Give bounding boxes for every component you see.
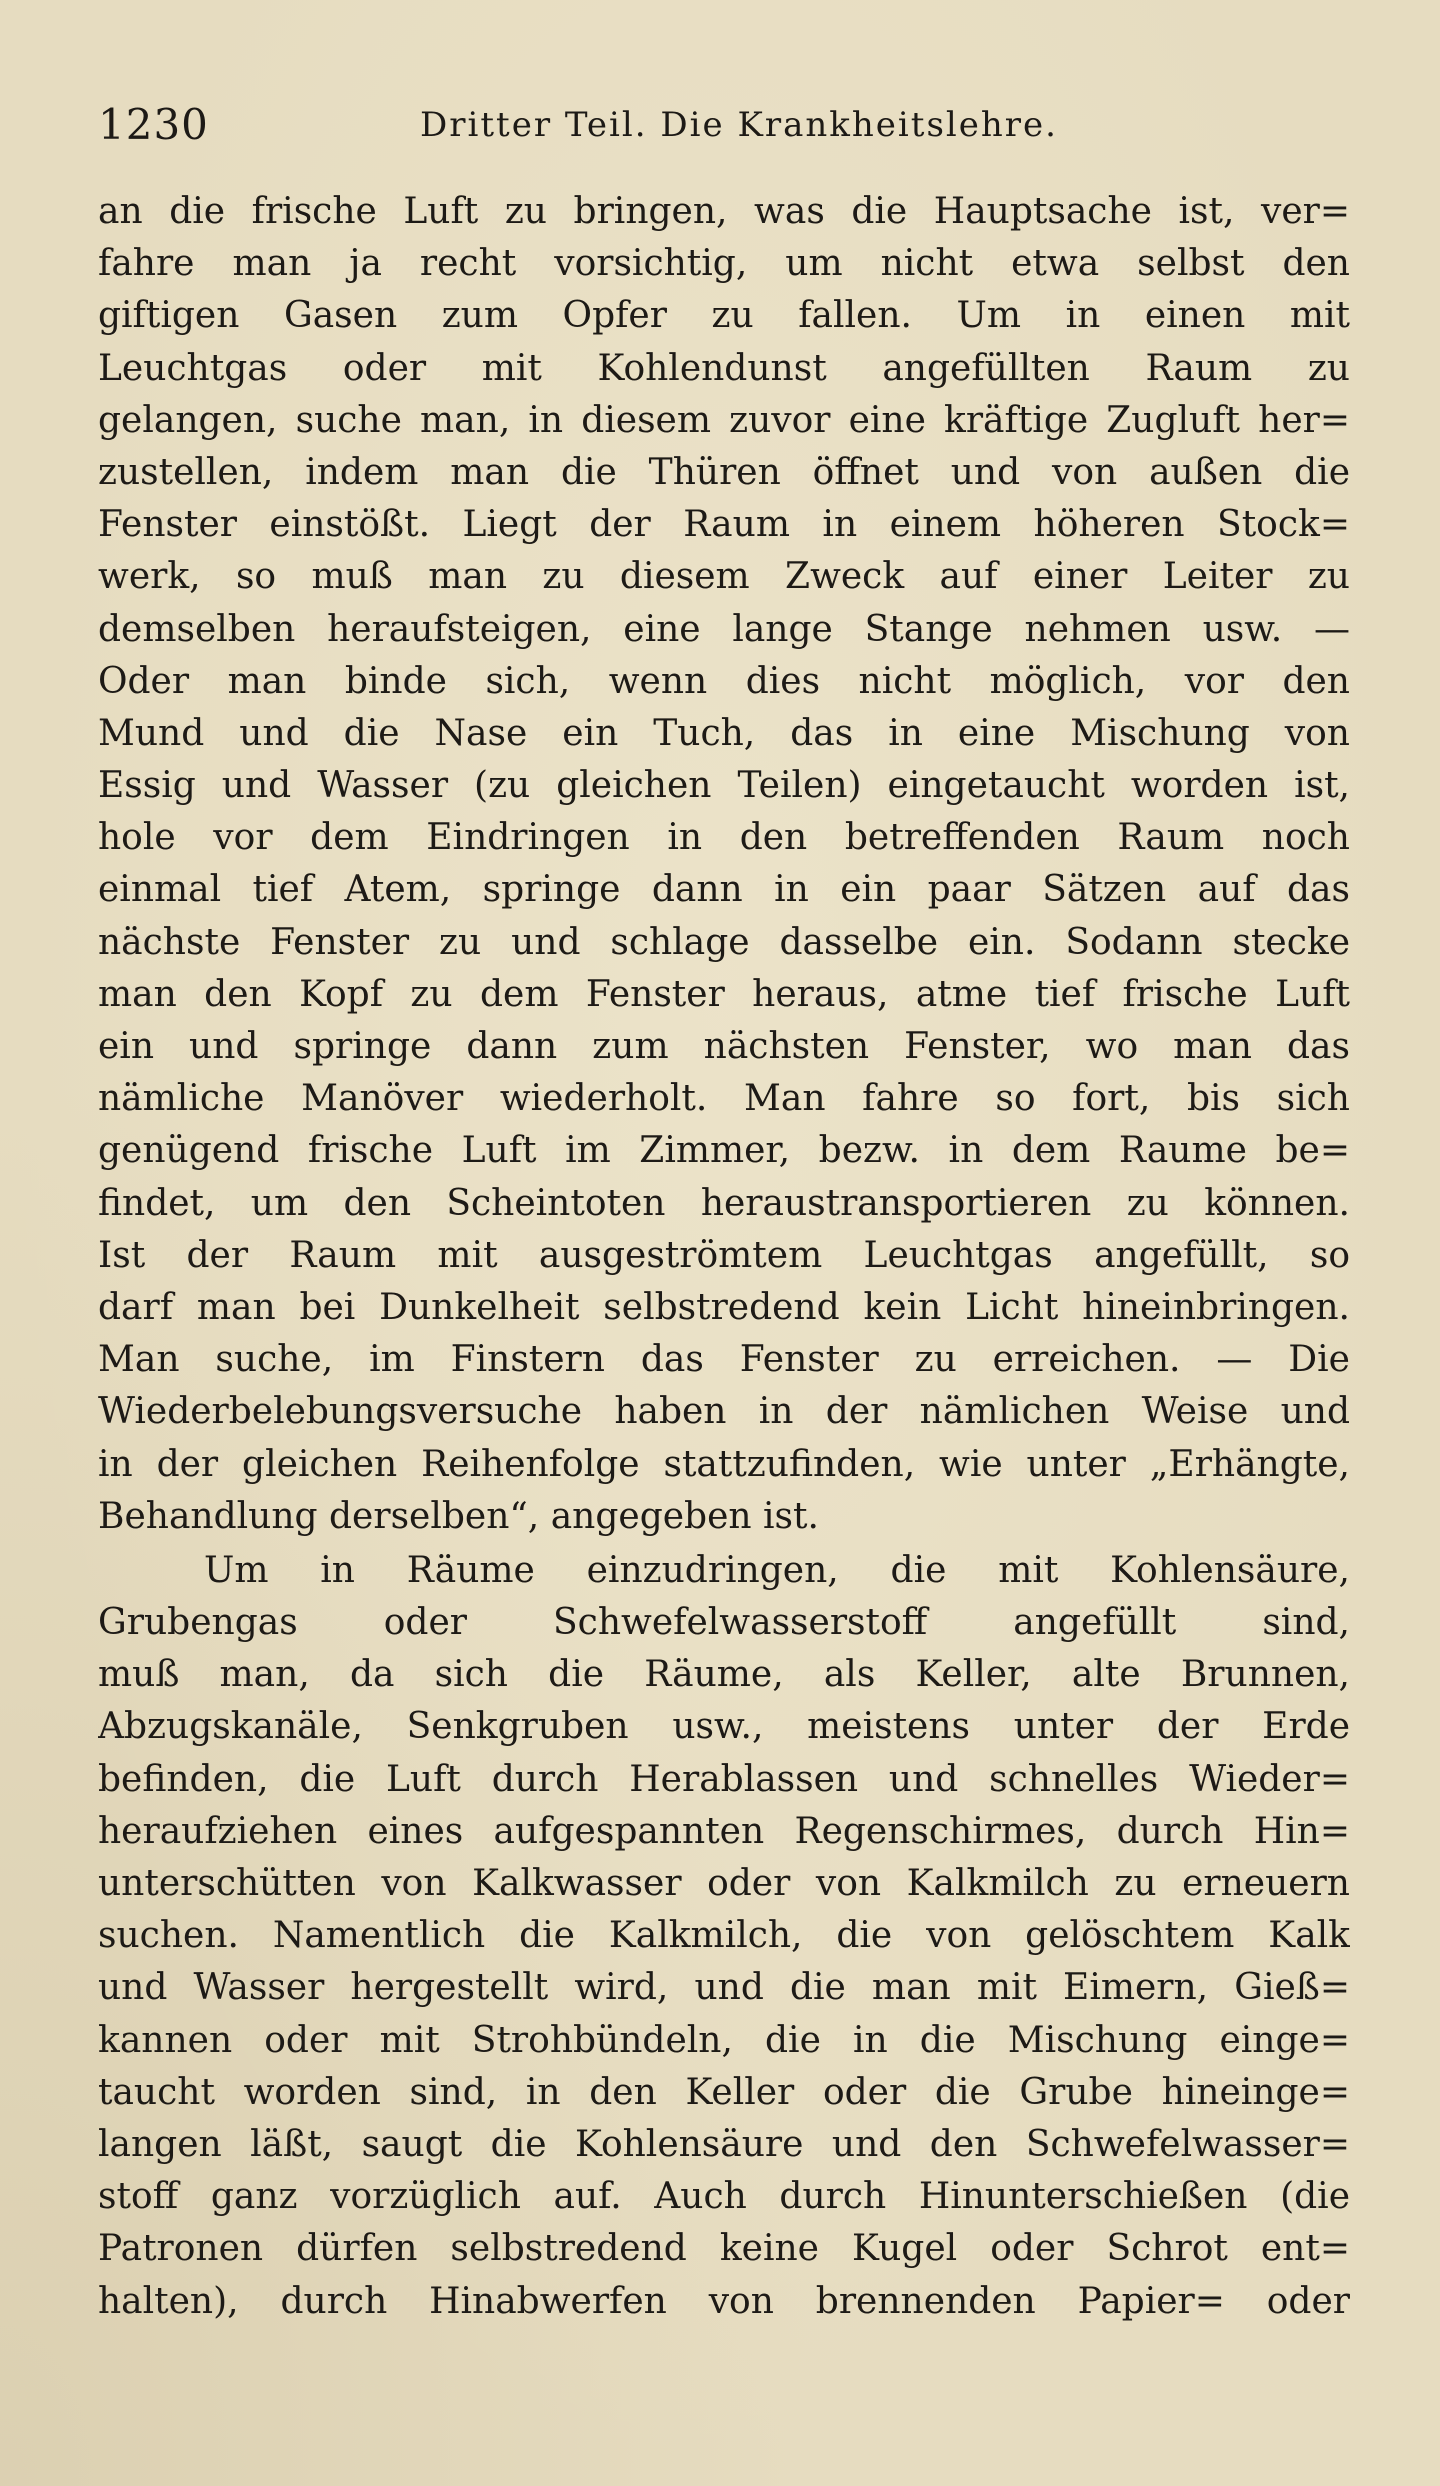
text-line: demselben heraufsteigen, eine lange Stange nehmen usw. — — [98, 608, 1350, 650]
text-line: halten), durch Hinabwerfen von brennenden Papier= oder — [98, 2280, 1350, 2322]
text-line: Behandlung derselben“, angegeben ist. — [98, 1495, 819, 1537]
text-line: unterschütten von Kalkwasser oder von Kalkmilch zu erneuern — [98, 1863, 1350, 1904]
text-line: nämliche Manöver wiederholt. Man fahre so fort, bis sich — [98, 1078, 1350, 1120]
text-line: Man suche, im Finstern das Fenster zu erreichen. — Die — [98, 1339, 1350, 1381]
body-text — [98, 186, 1350, 2328]
text-line: taucht worden sind, in den Keller oder die Grube hineinge= — [98, 2071, 1350, 2113]
text-line: Abzugskanäle, Senkgruben usw., meistens unter der Erde — [98, 1706, 1350, 1748]
text-line: befinden, die Luft durch Herablassen und schnelles Wieder= — [98, 1758, 1350, 1800]
text-line: Um in Räume einzudringen, die mit Kohlensäure, — [204, 1549, 1350, 1591]
text-line: Essig und Wasser (zu gleichen Teilen) eingetaucht worden ist, — [98, 765, 1350, 807]
text-line: werk, so muß man zu diesem Zweck auf einer Leiter zu — [98, 556, 1350, 598]
text-line: findet, um den Scheintoten heraustransportieren zu können. — [98, 1182, 1350, 1224]
running-head — [98, 95, 1358, 155]
text-line: nächste Fenster zu und schlage dasselbe ein. Sodann stecke — [98, 921, 1350, 963]
text-line: darf man bei Dunkelheit selbstredend kein Licht hineinbringen. — [98, 1286, 1350, 1328]
text-line: Fenster einstößt. Liegt der Raum in einem höheren Stock= — [98, 504, 1350, 546]
text-line: an die frische Luft zu bringen, was die Hauptsache ist, ver= — [98, 191, 1350, 232]
text-line: muß man, da sich die Räume, als Keller, alte Brunnen, — [98, 1654, 1350, 1696]
text-line: Mund und die Nase ein Tuch, das in eine Mischung von — [98, 712, 1350, 754]
text-line: heraufziehen eines aufgespannten Regenschirmes, durch Hin= — [98, 1810, 1350, 1852]
text-line: Grubengas oder Schwefelwasserstoff angefüllt sind, — [98, 1602, 1350, 1644]
text-line: man den Kopf zu dem Fenster heraus, atme tief frische Luft — [98, 973, 1350, 1015]
text-line: fahre man ja recht vorsichtig, um nicht etwa selbst den — [98, 243, 1350, 285]
text-line: suchen. Namentlich die Kalkmilch, die von gelöschtem Kalk — [98, 1915, 1350, 1957]
text-line: in der gleichen Reihenfolge stattzufinden, wie unter „Erhängte, — [98, 1443, 1350, 1485]
text-line: genügend frische Luft im Zimmer, bezw. in dem Raume be= — [98, 1130, 1350, 1172]
text-line: gelangen, suche man, in diesem zuvor eine kräftige Zugluft her= — [98, 399, 1350, 441]
text-line: hole vor dem Eindringen in den betreffenden Raum noch — [98, 817, 1350, 859]
text-line: und Wasser hergestellt wird, und die man mit Eimern, Gieß= — [98, 1967, 1350, 2009]
text-line: stoff ganz vorzüglich auf. Auch durch Hinunterschießen (die — [98, 2176, 1350, 2218]
text-line: einmal tief Atem, springe dann in ein paar Sätzen auf das — [98, 869, 1350, 911]
text-line: ein und springe dann zum nächsten Fenster, wo man das — [98, 1026, 1350, 1067]
page-number: 1230 — [98, 100, 209, 149]
text-line: Ist der Raum mit ausgeströmtem Leuchtgas angefüllt, so — [98, 1234, 1350, 1276]
text-line: zustellen, indem man die Thüren öffnet und von außen die — [98, 451, 1350, 493]
text-line: langen läßt, saugt die Kohlensäure und den Schwefelwasser= — [98, 2123, 1350, 2165]
text-line: Wiederbelebungsversuche haben in der nämlichen Weise und — [98, 1391, 1350, 1433]
text-line: Oder man binde sich, wenn dies nicht möglich, vor den — [98, 660, 1350, 702]
text-line: giftigen Gasen zum Opfer zu fallen. Um in einen mit — [98, 295, 1350, 337]
running-head-title: Dritter Teil. Die Krankheitslehre. — [420, 105, 1058, 145]
text-line: kannen oder mit Strohbündeln, die in die Mischung einge= — [98, 2019, 1350, 2061]
text-line: Patronen dürfen selbstredend keine Kugel oder Schrot ent= — [98, 2228, 1350, 2270]
text-line: Leuchtgas oder mit Kohlendunst angefüllten Raum zu — [98, 347, 1350, 389]
